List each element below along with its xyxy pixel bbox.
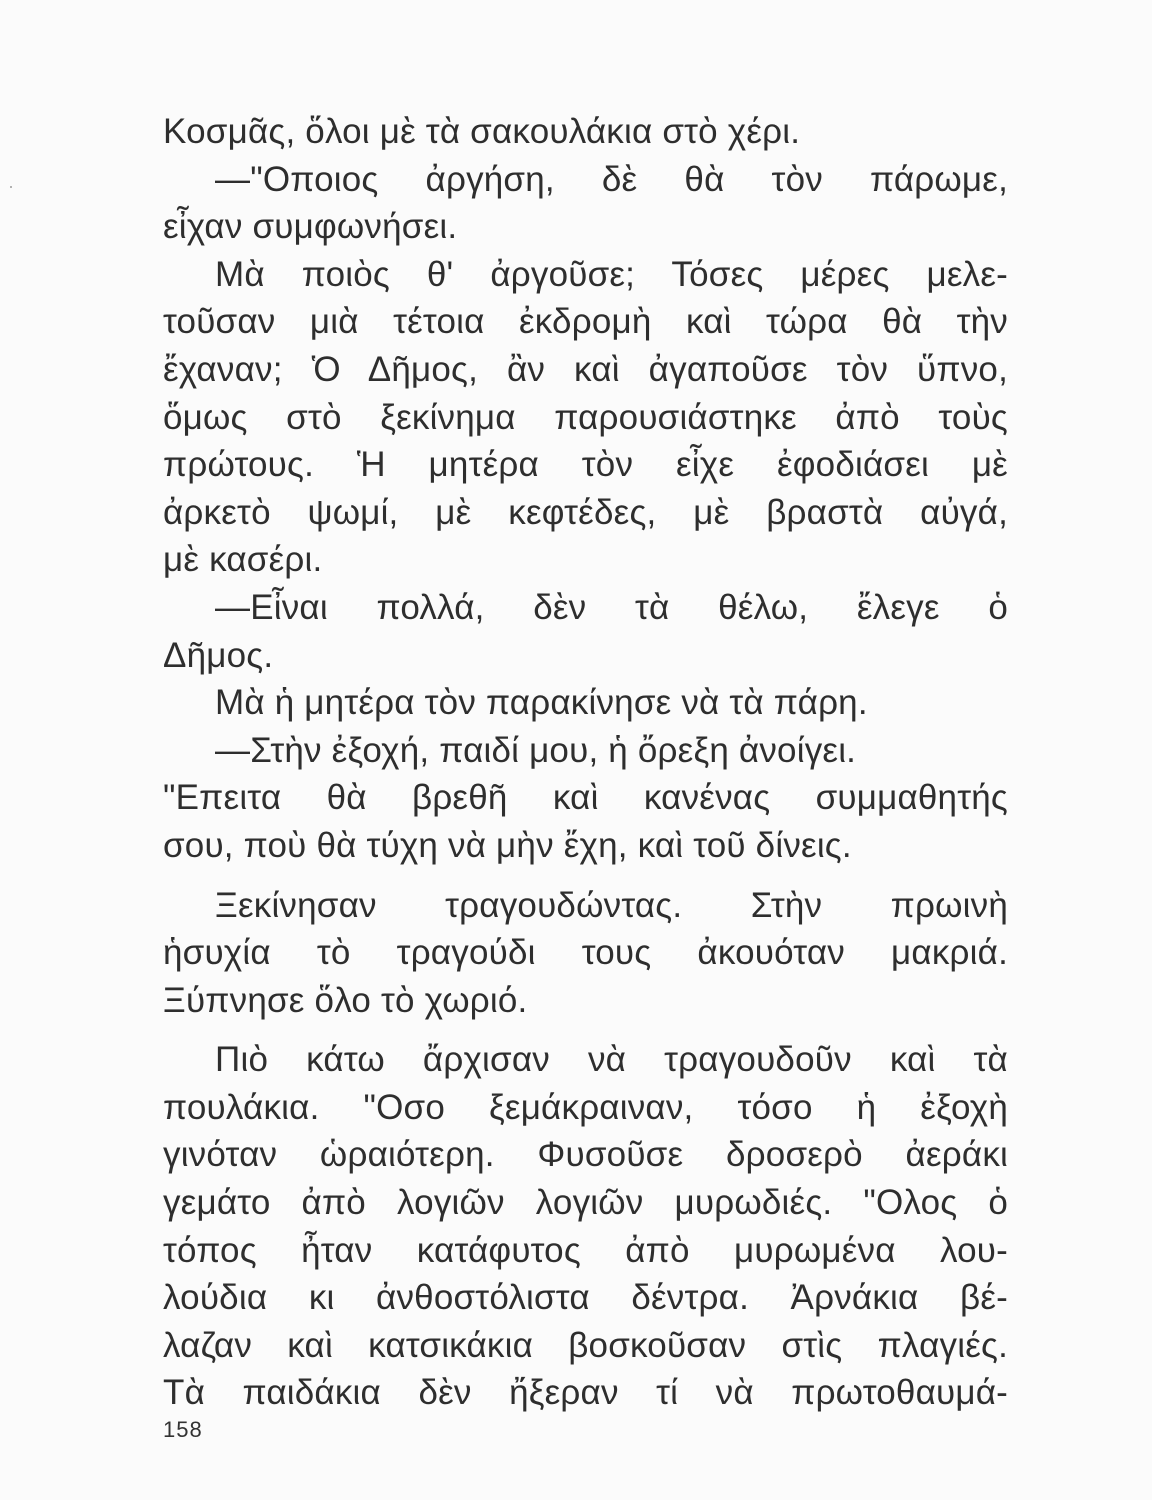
text-line: "Επειτα θὰ βρεθῆ καὶ κανένας συμμαθητής bbox=[163, 778, 1008, 818]
body-text bbox=[163, 108, 1008, 1417]
text-line: ἔχαναν; Ὁ Δῆμος, ἂν καὶ ἀγαποῦσε τὸν ὕπνο, bbox=[163, 349, 1008, 389]
text-line: —"Οποιος ἀργήση, δὲ θὰ τὸν πάρωμε, bbox=[215, 159, 1008, 199]
text-line: τοῦσαν μιὰ τέτοια ἐκδρομὴ καὶ τώρα θὰ τὴν bbox=[163, 302, 1008, 342]
text-line: Τὰ παιδάκια δὲν ἤξεραν τί νὰ πρωτοθαυμά- bbox=[163, 1373, 1008, 1413]
text-line: Ξύπνησε ὅλο τὸ χωριό. bbox=[163, 980, 528, 1020]
text-line: Κοσμᾶς, ὅλοι μὲ τὰ σακουλάκια στὸ χέρι. bbox=[163, 112, 801, 151]
text-line: ἡσυχία τὸ τραγούδι τους ἀκουόταν μακριά. bbox=[163, 933, 1008, 973]
paragraph-gap bbox=[163, 1024, 1008, 1036]
paper-speck bbox=[10, 186, 12, 188]
text-line: Ξεκίνησαν τραγουδώντας. Στὴν πρωινὴ bbox=[215, 885, 1008, 925]
text-line: λαζαν καὶ κατσικάκια βοσκοῦσαν στὶς πλαγιές. bbox=[163, 1325, 1008, 1365]
text-line: τόπος ἦταν κατάφυτος ἀπὸ μυρωμένα λου- bbox=[163, 1230, 1008, 1270]
text-line: Δῆμος. bbox=[163, 635, 274, 675]
text-line: —Εἶναι πολλά, δὲν τὰ θέλω, ἔλεγε ὁ bbox=[215, 587, 1008, 627]
text-line: Μὰ ἡ μητέρα τὸν παρακίνησε νὰ τὰ πάρη. bbox=[215, 683, 868, 723]
text-line: ἀρκετὸ ψωμί, μὲ κεφτέδες, μὲ βραστὰ αὐγά, bbox=[163, 492, 1008, 532]
text-line: πρώτους. Ἡ μητέρα τὸν εἶχε ἐφοδιάσει μὲ bbox=[163, 445, 1008, 485]
text-line: σου, ποὺ θὰ τύχη νὰ μὴν ἔχη, καὶ τοῦ δίνεις. bbox=[163, 825, 852, 865]
text-line: ὅμως στὸ ξεκίνημα παρουσιάστηκε ἀπὸ τοὺς bbox=[163, 397, 1008, 437]
text-line: πουλάκια. "Οσο ξεμάκραιναν, τόσο ἡ ἐξοχὴ bbox=[163, 1087, 1008, 1127]
text-line: Πιὸ κάτω ἄρχισαν νὰ τραγουδοῦν καὶ τὰ bbox=[215, 1040, 1008, 1080]
text-line: λούδια κι ἀνθοστόλιστα δέντρα. Ἀρνάκια βέ- bbox=[163, 1278, 1008, 1318]
paragraph-gap bbox=[163, 870, 1008, 882]
page-number: 158 bbox=[163, 1417, 203, 1442]
text-line: γεμάτο ἀπὸ λογιῶν λογιῶν μυρωδιές. "Ολος ὁ bbox=[163, 1183, 1008, 1223]
text-line: εἶχαν συμφωνήσει. bbox=[163, 207, 458, 247]
text-line: Μὰ ποιὸς θ' ἀργοῦσε; Τόσες μέρες μελε- bbox=[215, 254, 1008, 294]
text-line: γινόταν ὡραιότερη. Φυσοῦσε δροσερὸ ἀεράκι bbox=[163, 1135, 1008, 1175]
text-line: μὲ κασέρι. bbox=[163, 540, 323, 580]
text-line: —Στὴν ἐξοχή, παιδί μου, ἡ ὄρεξη ἀνοίγει. bbox=[215, 730, 857, 770]
